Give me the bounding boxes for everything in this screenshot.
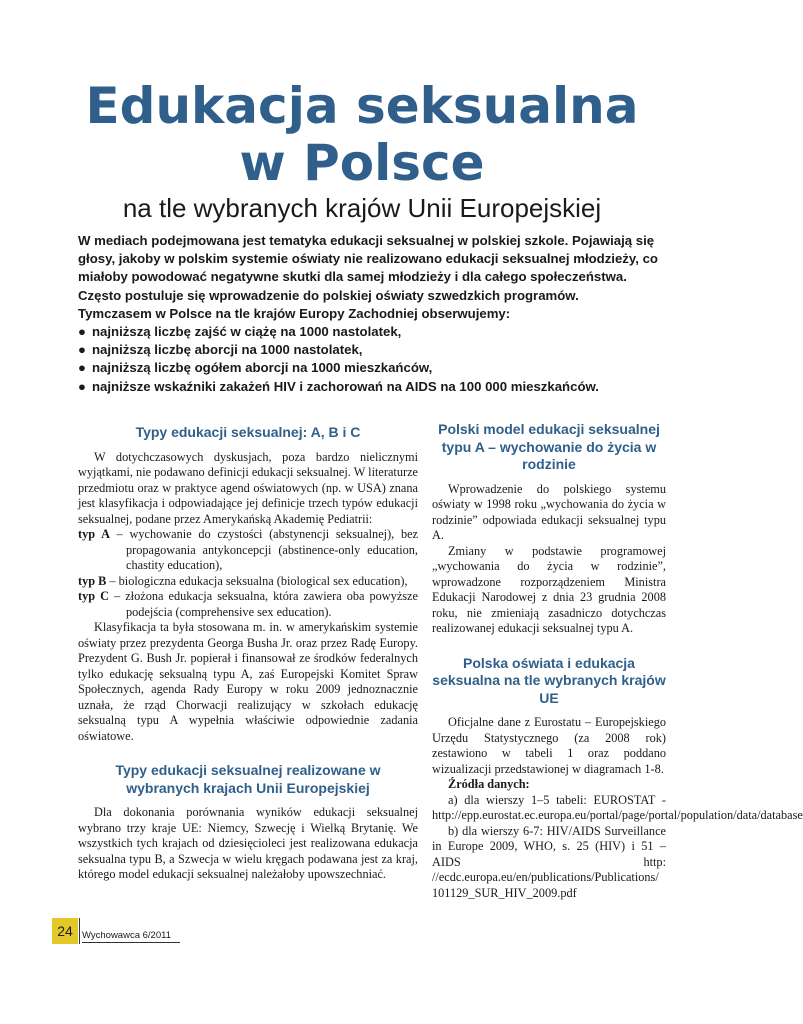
page-number: 24 xyxy=(52,918,78,944)
right-column xyxy=(432,421,803,901)
paragraph-definitions: W dotychczasowych dyskusjach, poza bardzo nielicznymi wyjątkami, nie podawano definicji edukacji seksualnej. W literaturze przedmiotu oraz w praktyce agend oświatowych (np. w USA) znana jest klasyfikacja i odpowiadające jej definicje trzech typów edukacji seksualnej, podane przez Amerykańską Akademię Pediatrii: xyxy=(78,449,418,526)
paragraph-introduction: Wprowadzenie do polskiego systemu oświaty w 1998 roku „wychowania do życia w rodzinie” odpowiada edukacji seksualnej typu A. xyxy=(432,481,666,542)
definition-type-c: typ C – złożona edukacja seksualna, która zawiera oba powyższe podejścia (comprehensive sex education). xyxy=(78,589,418,619)
definition-type-a: typ A – wychowanie do czystości (abstynencji seksualnej), bez propagowania antykoncepcji (abstinence-only education, chastity education), xyxy=(78,527,419,572)
list-item: ● najniższą liczbę zajść w ciążę na 1000 nastolatek, xyxy=(78,323,668,341)
lead-observe: Tymczasem w Polsce na tle krajów Europy Zachodniej obserwujemy: xyxy=(78,305,511,321)
subtitle: na tle wybranych krajów Unii Europejskiej xyxy=(122,193,602,223)
list-item: ● najniższą liczbę ogółem aborcji na 1000 mieszkańców, xyxy=(78,359,668,377)
list-item: ● najniższe wskaźniki zakażeń HIV i zachorowań na AIDS na 100 000 mieszkańców. xyxy=(78,378,668,396)
bullet-icon: ● xyxy=(78,360,86,376)
title-line-2: w Polsce xyxy=(239,134,485,192)
footer-rule xyxy=(82,942,180,943)
lead-intro: W mediach podejmowana jest tematyka edukacji seksualnej w polskiej szkole. Pojawiają się głosy, jakoby w polskim systemie oświaty nie realizowano edukacji seksualnej młodzieży, co miałoby powodować negatywne skutki dla samej młodzieży i dla całego społeczeństwa. Często postuluje się wprowadzenie do polskiej oświaty szwedzkich programów. xyxy=(78,233,658,303)
paragraph-comparison: Dla dokonania porównania wyników edukacji seksualnej wybrano trzy kraje UE: Niemcy, Szwecję i Wielką Brytanię. We wszystkich tych krajach od dziesięcioleci jest realizowana edukacja seksualna typu B, a Szwecja w wielu kręgach podawana jest za kraj, którego model edukacji seksualnej należałoby upowszechniać. xyxy=(78,805,418,881)
footer-divider xyxy=(79,918,80,944)
source-b: b) dla wierszy 6-7: HIV/AIDS Surveillance in Europe 2009, WHO, s. 25 (HIV) i 51 – AIDS http: //ecdc.europa.eu/en/publications/Publications/ 101129_SUR_HIV_2009.pdf xyxy=(432,823,666,900)
page-footer xyxy=(52,918,180,944)
bullet-icon: ● xyxy=(78,378,86,394)
title-line-1: Edukacja seksualna xyxy=(85,77,639,135)
source-a: a) dla wierszy 1–5 tabeli: EUROSTAT - http://epp.eurostat.ec.europa.eu/portal/page/portal/population/data/database xyxy=(432,792,803,822)
section-heading-eu-types: Typy edukacji seksualnej realizowane w wybranych krajach Unii Europejskiej xyxy=(115,762,381,796)
bullet-icon: ● xyxy=(78,342,86,358)
section-heading-types: Typy edukacji seksualnej: A, B i C xyxy=(135,424,361,440)
lead-section xyxy=(78,232,668,396)
section-heading-polish-model: Polski model edukacji seksualnej typu A – wychowanie do życia w rodzinie xyxy=(438,421,660,472)
paragraph-changes: Zmiany w podstawie programowej „wychowania do życia w rodzinie”, wprowadzone rozporządzeniem Ministra Edukacji Narodowej z dnia 23 grudnia 2008 roku, nie zmieniają zasadniczo dotychczas realizowanej edukacji seksualnej typu A. xyxy=(432,543,666,635)
left-column xyxy=(78,424,418,883)
paragraph-eurostat: Oficjalne dane z Eurostatu – Europejskiego Urzędu Statystycznego (za 2008 rok) zestawiono w tabeli 1 oraz poddano wizualizacji przedstawionej w diagramach 1-8. xyxy=(432,715,666,776)
paragraph-classification: Klasyfikacja ta była stosowana m. in. w amerykańskim systemie oświaty przez prezydenta Georga Busha Jr. oraz przez Radę Europy. Prezydent G. Bush Jr. popierał i finansował ze środków federalnych tylko edukację seksualną typu A, zaś Europejski Komitet Spraw Społecznych, agenda Rady Europy w roku 2009 jednoznacznie uznała, że rząd Chorwacji realizujący w szkołach edukację seksualną typu A wypełnia właściwie odpowiednie zadania oświatowe. xyxy=(78,620,418,743)
section-heading-polish-education: Polska oświata i edukacja seksualna na tle wybranych krajów UE xyxy=(432,654,666,706)
list-item: ● najniższą liczbę aborcji na 1000 nastolatek, xyxy=(78,341,668,359)
bullet-icon: ● xyxy=(78,324,86,340)
definition-type-b: typ B – biologiczna edukacja seksualna (biological sex education), xyxy=(78,573,408,588)
magazine-name: Wychowawca 6/2011 xyxy=(82,930,171,941)
sources-label: Źródła danych: xyxy=(448,777,530,791)
lead-bullet-list xyxy=(78,323,668,396)
